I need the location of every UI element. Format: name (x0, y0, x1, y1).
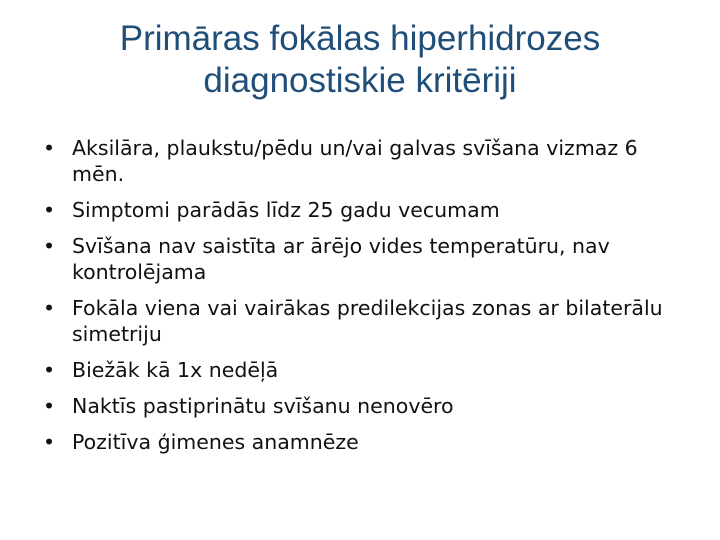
list-item (42, 295, 692, 347)
list-item (42, 197, 692, 223)
slide-title-line-2: diagnostiskie kritēriji (203, 61, 517, 100)
slide-title-line-1: Primāras fokālas hiperhidrozes (119, 19, 601, 58)
list-item (42, 135, 692, 187)
list-item-text: Naktīs pastiprinātu svīšanu nenovēro (72, 394, 454, 418)
slide-title (60, 18, 660, 102)
list-item (42, 393, 692, 419)
bullet-icon: • (42, 198, 56, 222)
bullet-icon: • (42, 358, 56, 382)
list-item-text: Biežāk kā 1x nedēļā (72, 358, 279, 382)
list-item (42, 357, 692, 383)
bullet-icon: • (42, 430, 56, 454)
bullet-icon: • (42, 394, 56, 418)
list-item-text: Fokāla viena vai vairākas predilekcijas zonas ar bilaterālu simetriju (72, 296, 663, 346)
bullet-icon: • (42, 136, 56, 160)
list-item-text: Aksilāra, plaukstu/pēdu un/vai galvas svīšana vizmaz 6 mēn. (72, 136, 638, 186)
bullet-icon: • (42, 296, 56, 320)
list-item (42, 429, 692, 455)
bullet-icon: • (42, 234, 56, 258)
list-item-text: Simptomi parādās līdz 25 gadu vecumam (72, 198, 500, 222)
list-item-text: Pozitīva ģimenes anamnēze (72, 430, 359, 454)
list-item-text: Svīšana nav saistīta ar ārējo vides temperatūru, nav kontrolējama (72, 234, 610, 284)
list-item (42, 233, 692, 285)
criteria-list (42, 135, 692, 465)
